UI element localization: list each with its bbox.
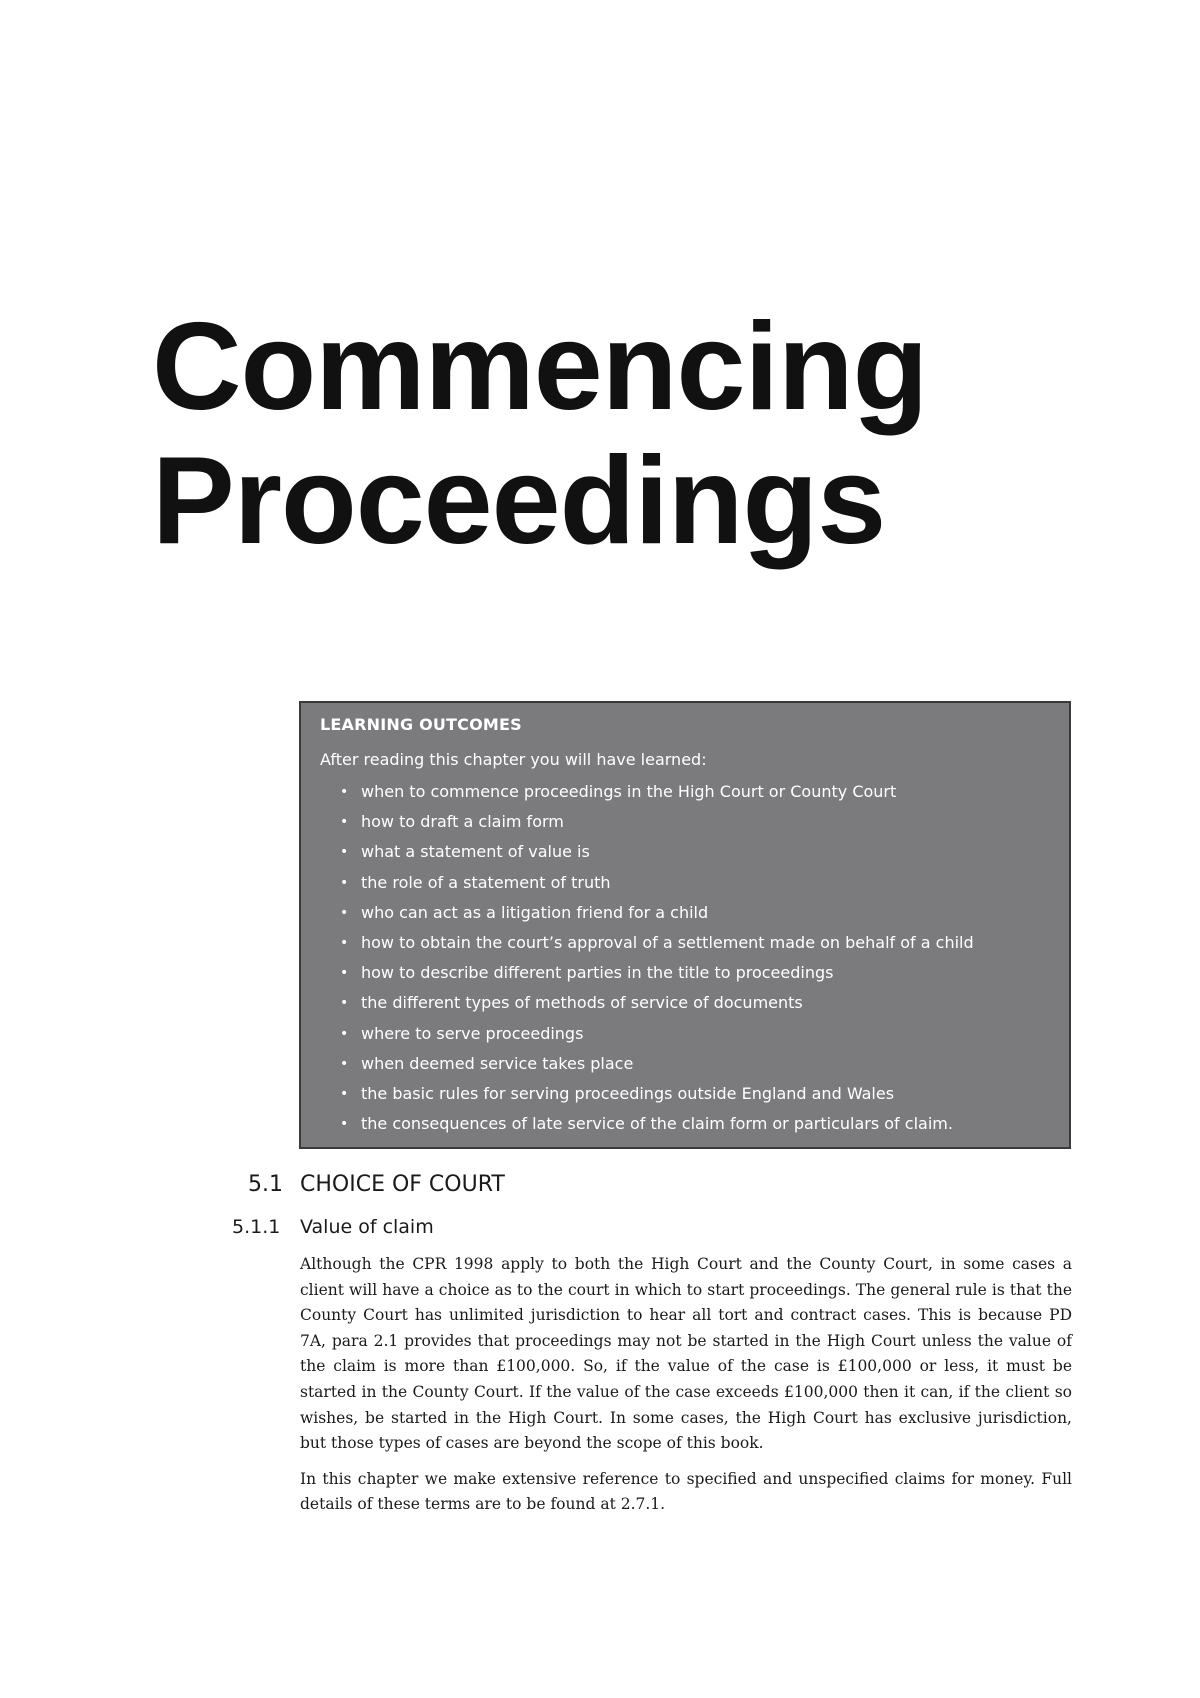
subsection-number: 5.1.1	[232, 1216, 281, 1238]
section-number: 5.1	[248, 1172, 283, 1197]
bullet-icon: •	[340, 1116, 349, 1133]
learning-outcome-item	[340, 1019, 1051, 1049]
bullet-icon: •	[340, 935, 349, 952]
learning-outcome-item	[340, 837, 1051, 867]
subsection-heading	[232, 1214, 434, 1240]
body-text	[300, 1252, 1072, 1528]
learning-outcome-text: when deemed service takes place	[361, 1053, 634, 1073]
bullet-icon: •	[340, 784, 349, 800]
learning-outcome-item	[340, 958, 1051, 988]
learning-outcome-item	[340, 1109, 1051, 1139]
learning-outcome-text: the different types of methods of service of documents	[361, 993, 803, 1013]
learning-outcomes-intro: After reading this chapter you will have learned:	[320, 750, 707, 769]
learning-outcome-item	[340, 988, 1051, 1018]
learning-outcome-text: who can act as a litigation friend for a child	[361, 902, 709, 922]
bullet-icon: •	[340, 844, 349, 861]
learning-outcome-text: where to serve proceedings	[361, 1023, 584, 1043]
body-paragraph-1: Although the CPR 1998 apply to both the High Court and the County Court, in some cases a client will have a choice as to the court in which to start proceedings. The general rule is that the County Court has unlimited jurisdiction to hear all tort and contract cases. This is because PD 7A, para 2.1 provides that proceedings may not be started in the High Court unless the value of the claim is more than £100,000. So, if the value of the case is £100,000 or less, it must be started in the County Court. If the value of the case exceeds £100,000 then it can, if the client so wishes, be started in the High Court. In some cases, the High Court has exclusive jurisdiction, but those types of cases are beyond the scope of this book.	[300, 1255, 1072, 1453]
chapter-title-line-2: Proceedings	[152, 432, 886, 570]
learning-outcome-text: the role of a statement of truth	[361, 872, 611, 892]
learning-outcome-text: when to commence proceedings in the High Court or County Court	[361, 782, 897, 801]
bullet-icon: •	[340, 1025, 349, 1042]
learning-outcome-item	[340, 928, 1051, 958]
body-paragraph-2: In this chapter we make extensive reference to specified and unspecified claims for money. Full details of these terms are to be found at 2.7.1.	[300, 1469, 1072, 1514]
bullet-icon: •	[340, 1086, 349, 1103]
chapter-title	[152, 300, 927, 568]
bullet-icon: •	[340, 814, 349, 831]
learning-outcomes-heading: LEARNING OUTCOMES	[320, 715, 522, 734]
chapter-title-line-1: Commencing	[152, 298, 928, 436]
learning-outcomes-box	[299, 701, 1071, 1149]
learning-outcome-text: what a statement of value is	[361, 842, 590, 862]
bullet-icon: •	[340, 1055, 349, 1072]
learning-outcome-item	[340, 777, 1051, 807]
section-heading	[248, 1170, 505, 1200]
bullet-icon: •	[340, 904, 349, 921]
learning-outcome-text: how to obtain the court’s approval of a settlement made on behalf of a child	[361, 933, 974, 953]
subsection-title: Value of claim	[300, 1216, 434, 1238]
learning-outcome-item	[340, 898, 1051, 928]
learning-outcome-text: the basic rules for serving proceedings outside England and Wales	[361, 1084, 895, 1104]
bullet-icon: •	[340, 965, 349, 982]
bullet-icon: •	[340, 995, 349, 1012]
learning-outcome-item	[340, 1079, 1051, 1109]
learning-outcome-item	[340, 1049, 1051, 1079]
learning-outcome-item	[340, 807, 1051, 837]
learning-outcome-text: how to describe different parties in the title to proceedings	[361, 963, 834, 983]
learning-outcome-item	[340, 868, 1051, 898]
learning-outcomes-list	[320, 777, 1051, 1139]
learning-outcome-text: the consequences of late service of the claim form or particulars of claim.	[361, 1114, 953, 1134]
learning-outcome-text: how to draft a claim form	[361, 812, 564, 832]
bullet-icon: •	[340, 874, 349, 891]
section-title: CHOICE OF COURT	[300, 1172, 505, 1197]
